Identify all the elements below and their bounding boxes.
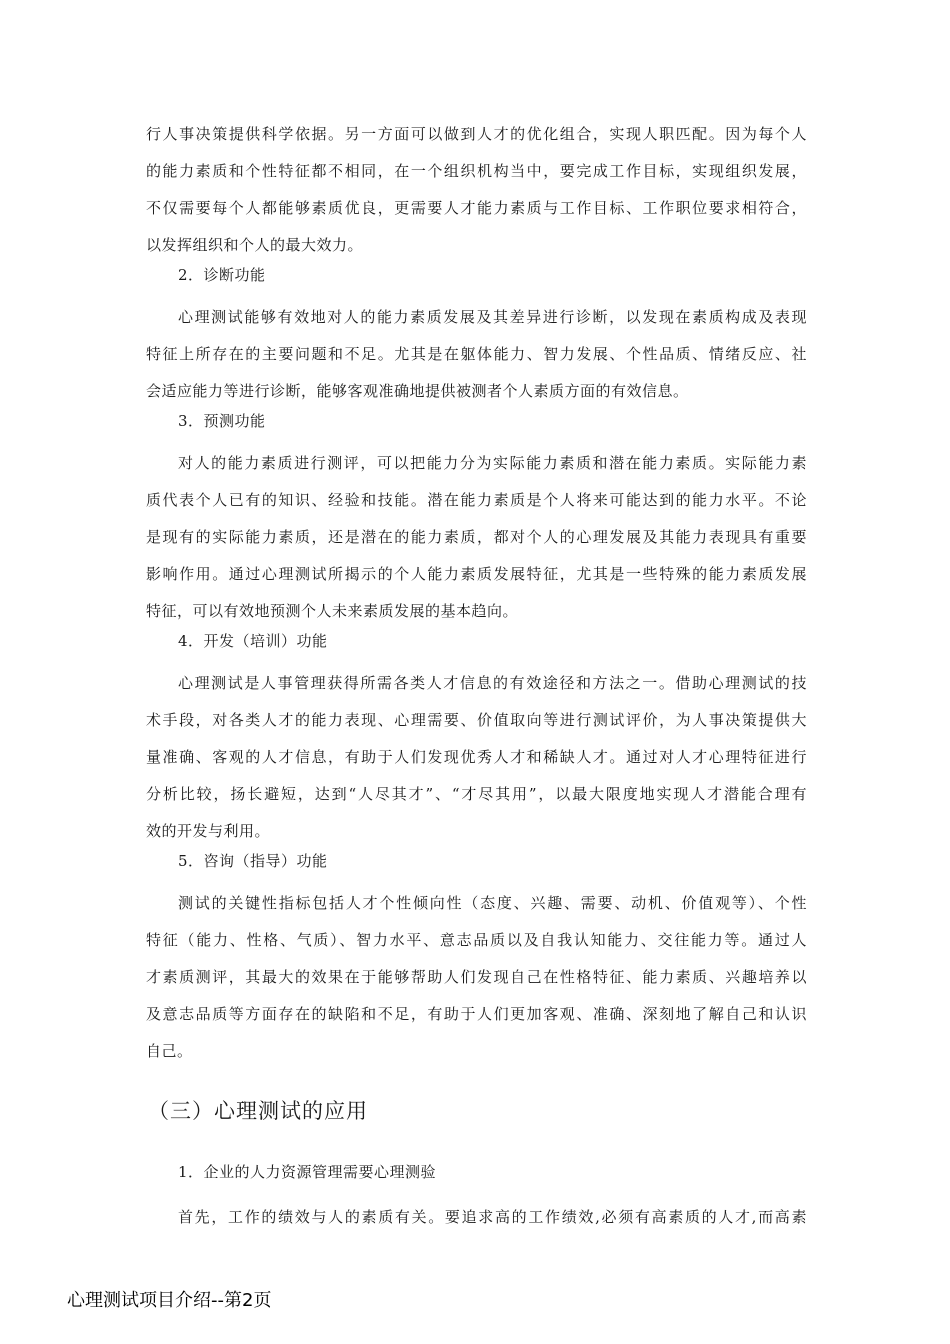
- paragraph-line: 及意志品质等方面存在的缺陷和不足，有助于人们更加客观、准确、深刻地了解自己和认识: [146, 1005, 807, 1023]
- subheading-prediction: 3．预测功能: [178, 412, 266, 430]
- paragraph-line: 测试的关键性指标包括人才个性倾向性（态度、兴趣、需要、动机、价值观等）、个性: [178, 894, 807, 912]
- paragraph-line: 心理测试能够有效地对人的能力素质发展及其差异进行诊断，以发现在素质构成及表现: [178, 308, 807, 326]
- subheading-development: 4．开发（培训）功能: [178, 632, 328, 650]
- paragraph-line: 是现有的实际能力素质，还是潜在的能力素质，都对个人的心理发展及其能力表现具有重要: [146, 528, 807, 546]
- paragraph-line: 分析比较，扬长避短，达到“人尽其才”、“才尽其用”，以最大限度地实现人才潜能合理有: [146, 785, 807, 803]
- page-footer: 心理测试项目介绍--第2页: [67, 1290, 272, 1311]
- section-heading: （三）心理测试的应用: [148, 1099, 368, 1123]
- paragraph-line: 首先，工作的绩效与人的素质有关。要追求高的工作绩效,必须有高素质的人才,而高素: [178, 1208, 807, 1226]
- paragraph-line: 会适应能力等进行诊断，能够客观准确地提供被测者个人素质方面的有效信息。: [146, 382, 689, 400]
- paragraph-line: 影响作用。通过心理测试所揭示的个人能力素质发展特征，尤其是一些特殊的能力素质发展: [146, 565, 807, 583]
- paragraph-line: 特征（能力、性格、气质）、智力水平、意志品质以及自我认知能力、交往能力等。通过人: [146, 931, 807, 949]
- paragraph-line: 心理测试是人事管理获得所需各类人才信息的有效途径和方法之一。借助心理测试的技: [178, 674, 807, 692]
- paragraph-line: 特征，可以有效地预测个人未来素质发展的基本趋向。: [146, 602, 519, 620]
- paragraph-line: 特征上所存在的主要问题和不足。尤其是在躯体能力、智力发展、个性品质、情绪反应、社: [146, 345, 807, 363]
- paragraph-line: 行人事决策提供科学依据。另一方面可以做到人才的优化组合，实现人职匹配。因为每个人: [146, 125, 807, 143]
- subheading-consulting: 5．咨询（指导）功能: [178, 852, 328, 870]
- paragraph-line: 自己。: [146, 1042, 193, 1060]
- subheading-application: 1．企业的人力资源管理需要心理测验: [178, 1163, 437, 1181]
- paragraph-line: 效的开发与利用。: [146, 822, 271, 840]
- paragraph-line: 以发挥组织和个人的最大效力。: [146, 236, 364, 254]
- paragraph-line: 的能力素质和个性特征都不相同，在一个组织机构当中，要完成工作目标，实现组织发展，: [146, 162, 807, 180]
- paragraph-line: 术手段，对各类人才的能力表现、心理需要、价值取向等进行测试评价，为人事决策提供大: [146, 711, 807, 729]
- paragraph-line: 不仅需要每个人都能够素质优良，更需要人才能力素质与工作目标、工作职位要求相符合，: [146, 199, 807, 217]
- paragraph-line: 对人的能力素质进行测评，可以把能力分为实际能力素质和潜在能力素质。实际能力素: [178, 454, 807, 472]
- subheading-diagnosis: 2．诊断功能: [178, 266, 266, 284]
- paragraph-line: 量准确、客观的人才信息，有助于人们发现优秀人才和稀缺人才。通过对人才心理特征进行: [146, 748, 807, 766]
- paragraph-line: 质代表个人已有的知识、经验和技能。潜在能力素质是个人将来可能达到的能力水平。不论: [146, 491, 807, 509]
- paragraph-line: 才素质测评，其最大的效果在于能够帮助人们发现自己在性格特征、能力素质、兴趣培养以: [146, 968, 807, 986]
